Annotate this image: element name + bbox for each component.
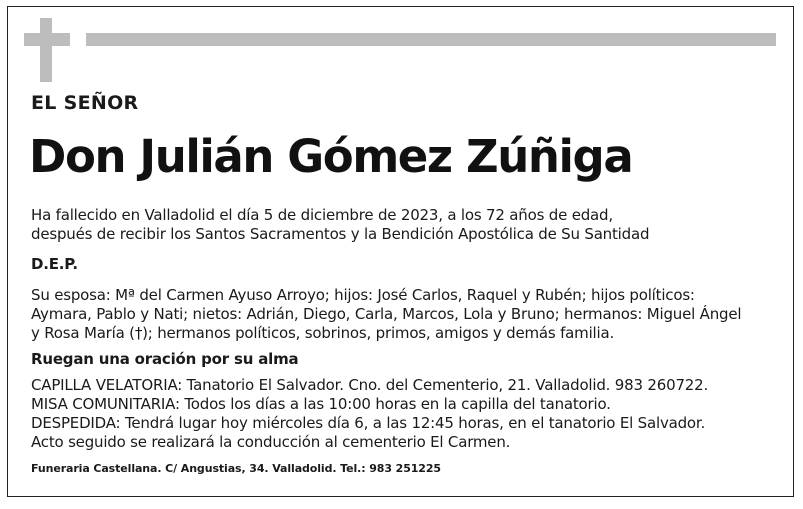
- family-line: y Rosa María (†); hermanos políticos, sobrinos, primos, amigos y demás familia.: [31, 324, 615, 342]
- cross-icon-arm: [24, 33, 70, 46]
- announcement-line: después de recibir los Santos Sacramentos y la Bendición Apostólica de Su Santidad: [31, 225, 650, 243]
- dep-label: D.E.P.: [31, 255, 78, 273]
- announcement-line: Ha fallecido en Valladolid el día 5 de diciembre de 2023, a los 72 años de edad,: [31, 206, 613, 224]
- detail-line: Acto seguido se realizará la conducción al cementerio El Carmen.: [31, 433, 511, 451]
- funeral-home-footer: Funeraria Castellana. C/ Angustias, 34. Valladolid. Tel.: 983 251225: [31, 462, 441, 475]
- detail-line: MISA COMUNITARIA: Todos los días a las 10:00 horas en la capilla del tanatorio.: [31, 395, 611, 413]
- family-line: Aymara, Pablo y Nati; nietos: Adrián, Diego, Carla, Marcos, Lola y Bruno; hermanos: Miguel Ángel: [31, 305, 742, 323]
- family-line: Su esposa: Mª del Carmen Ayuso Arroyo; hijos: José Carlos, Raquel y Rubén; hijos políticos:: [31, 286, 695, 304]
- decorative-bar: [86, 33, 776, 46]
- detail-line: CAPILLA VELATORIA: Tanatorio El Salvador. Cno. del Cementerio, 21. Valladolid. 983 260722.: [31, 376, 709, 394]
- cross-icon: [40, 18, 52, 82]
- honorific: EL SEÑOR: [31, 92, 139, 114]
- deceased-name: Don Julián Gómez Zúñiga: [29, 130, 633, 183]
- prayer-line: Ruegan una oración por su alma: [31, 350, 299, 368]
- detail-line: DESPEDIDA: Tendrá lugar hoy miércoles día 6, a las 12:45 horas, en el tanatorio El Salvador.: [31, 414, 706, 432]
